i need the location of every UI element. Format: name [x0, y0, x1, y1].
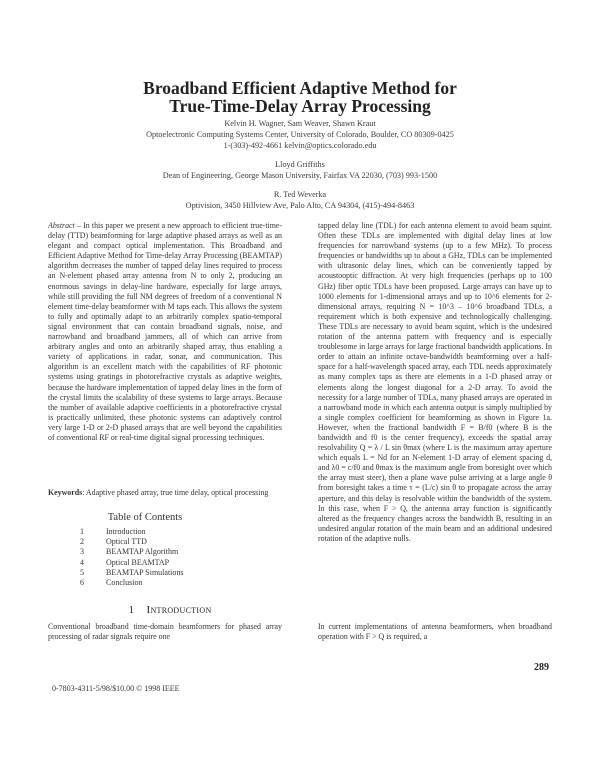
toc-item-number: 1 — [80, 527, 84, 536]
affiliation-1: Optoelectronic Computing Systems Center, University of Colorado, Boulder, CO 80309-0425 — [146, 130, 454, 139]
abstract-label: Abstract — [48, 221, 75, 230]
page-number: 289 — [534, 662, 549, 673]
section-heading-introduction — [70, 604, 270, 616]
toc-item — [80, 558, 280, 568]
intro-text: Conventional broadband time-domain beamformers for phased array processing of radar signals require one — [48, 622, 282, 642]
author-3: R. Ted Weverka — [273, 190, 327, 199]
toc-item — [80, 578, 280, 588]
toc-item — [80, 547, 280, 557]
contact-1: 1-(303)-492-4661 kelvin@optics.colorado.edu — [223, 141, 377, 150]
right-column-text — [318, 221, 552, 601]
authors-group-1: Kelvin H. Wagner, Sam Weaver, Shawn Kraut — [224, 119, 376, 128]
paper-title-line-1: Broadband Efficient Adaptive Method for — [143, 78, 457, 98]
keywords-label: Keywords — [48, 488, 83, 497]
abstract-text: – In this paper we present a new approach to efficient true-time-delay (TTD) beamforming for large adaptive phased arrays as well as an elegant and compact optical implementation. This Broadband and Efficient Adaptive Method for Time-delay Array Processing (BEAMTAP) algorithm decreases the number of tapped delay lines required to process an N-element phased array antenna from N to only 2, producing an enormous savings in delay-line hardware, especially for large arrays, while still providing the full NM degrees of freedom of a conventional N element time-delay beamformer with M taps each. This allows the system to fully and optimally adapt to an arbitrarily complex spatio-temporal signal environment that can contain broadband signals, noise, and narrowband and broadband jammers, all of which can arrive from arbitrary angles and onto an arbitrarily shaped array, thus enabling a variety of applications in radar, sonar, and communication. This algorithm is an excellent match with the capabilities of RF photonic systems using gratings in photorefractive crystals as adaptive weights, because the hardware implementation of tapped delay lines in the form of the crystal limits the scalability of these systems to large arrays. Because the number of available adaptive coefficients in a photorefractive crystal is practically unlimited, these photonic systems can adaptively control very large 1-D or 2-D phased arrays that are well beyond the capabilities of conventional RF or real-time digital signal processing techniques. — [48, 221, 282, 442]
keywords-block — [48, 488, 282, 498]
section-number: 1 — [128, 604, 135, 616]
keywords-text: : Adaptive phased array, true time delay, optical processing — [82, 488, 269, 497]
right-column-paragraph: tapped delay line (TDL) for each antenna element to avoid beam squint. Often these TDLs are implemented with digital delay lines at low frequencies for narrowband systems (up to a few MHz). To process frequencies or bandwidths up to about a GHz, TDLs can be implemented with ultrasonic delay lines, which can be conveniently tapped by acoustooptic diffraction. At very high frequencies (perhaps up to 100 GHz) fiber optic TDLs have been proposed. Large arrays can have up to 1000 elements for 1-dimensional arrays and up to 10^6 elements for 2-dimensional arrays, requiring N = 10^3 – 10^6 broadband TDLs, a requirement which is both expensive and technologically challenging. These TDLs are necessary to avoid beam squint, which is the undesired rotation of the antenna pattern with frequency and is especially troublesome in large arrays for large fractional bandwidth applications. In order to attain an infinite octave-bandwidth beamforming over a half-space for a half-wavelength spaced array, each TDL needs approximately as many complex taps as there are elements in a 1-D phased array or elements along the longest diagonal for a 2-D array. To avoid the necessity for a large number of TDLs, many phased arrays are operated in a narrowband mode in which each antenna output is simply multiplied by a single complex coefficient for beamforming as shown in Figure 1a. However, when the fractional bandwidth F = B/f0 (where B is the bandwidth and f0 is the center frequency), exceeds the spatial array resolvability Q = λ / L sin θmax (where L is the maximum array aperture which equals L = Nd for an N-element 1-D array of element spacing d, and λ0 = c/f0 and θmax is the maximum angle from boresight over which the array must steer), then a plane wave pulse arriving at a large angle θ from boresight takes a time τ = (L/c) sin θ to propagate across the array aperture, and this delay is resolvable within the bandwidth of the system. In this case, when F > Q, the antenna array function is significantly altered as the frequency changes across the bandwidth B, resulting in an undesired angular rotation of the main beam and an additional undesired rotation of the adaptive nulls. — [318, 221, 552, 543]
right-bottom-paragraph — [318, 622, 552, 644]
toc-item-number: 5 — [80, 567, 84, 577]
toc-item-number: 4 — [80, 557, 84, 567]
toc-item — [80, 527, 280, 537]
copyright-footer: 0-7803-4311-5/98/$10.00 © 1998 IEEE — [52, 684, 180, 693]
toc-list — [80, 527, 280, 588]
toc-item-number: 3 — [80, 547, 84, 557]
author-2: Lloyd Griffiths — [275, 160, 325, 169]
affiliation-2: Dean of Engineering, George Mason University, Fairfax VA 22030, (703) 993-1500 — [162, 171, 438, 180]
paper-title-line-2: True-Time-Delay Array Processing — [169, 96, 431, 116]
toc-item-label: BEAMTAP Algorithm — [106, 547, 179, 557]
toc-item-number: 2 — [80, 537, 84, 547]
abstract-block — [48, 221, 282, 467]
toc-item-label: Optical TTD — [106, 537, 147, 547]
toc-item — [80, 568, 280, 578]
toc-item — [80, 537, 280, 547]
intro-paragraph — [48, 622, 282, 644]
toc-item-label: BEAMTAP Simulations — [106, 567, 184, 577]
toc-item-label: Optical BEAMTAP — [106, 557, 170, 567]
affiliation-3: Optivision, 3450 Hillview Ave, Palo Alto, CA 94304, (415)-494-8463 — [185, 201, 415, 210]
toc-item-label: Introduction — [106, 527, 146, 536]
right-bottom-text: In current implementations of antenna beamformers, when broadband operation with F > Q is required, a — [318, 622, 552, 642]
section-title: Introduction — [146, 604, 212, 616]
toc-item-label: Conclusion — [106, 578, 143, 588]
toc-item-number: 6 — [80, 578, 84, 588]
toc-title: Table of Contents — [107, 512, 183, 523]
